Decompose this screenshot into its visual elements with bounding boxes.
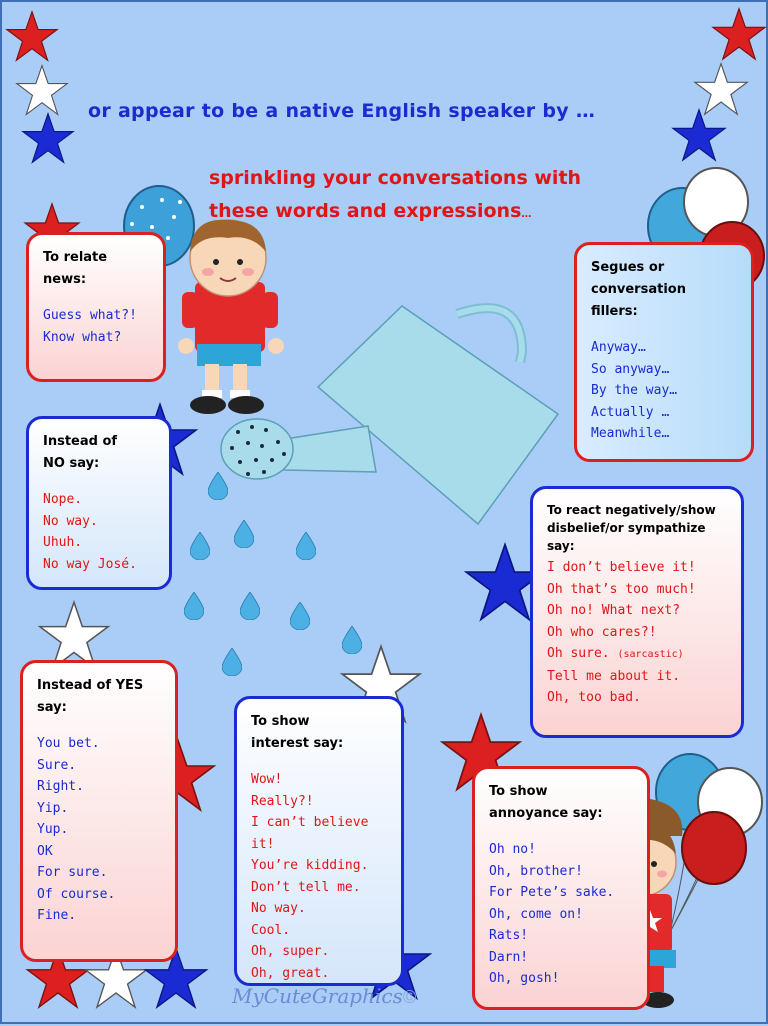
relate-news-box	[26, 232, 166, 382]
annoyance-title-1: To show	[489, 784, 548, 799]
list-item: Oh who cares?!	[547, 624, 657, 640]
raindrop-icon	[296, 532, 316, 560]
sarcastic-note: (sarcastic)	[617, 649, 684, 660]
raindrop-icon	[222, 648, 242, 676]
list-item	[547, 643, 727, 666]
star-icon	[40, 602, 108, 668]
mycutegraphics-logo	[232, 984, 416, 1008]
list-item: Nope.	[43, 492, 83, 507]
react-title-3: say:	[547, 539, 575, 553]
star-icon	[17, 66, 67, 115]
show-interest-title-2: interest say:	[251, 736, 344, 751]
list-item: Really?!	[251, 793, 314, 809]
star-icon	[713, 9, 765, 59]
list-item: Oh, super.	[251, 944, 330, 959]
list-item: OK	[37, 843, 53, 859]
show-annoyance-box	[472, 766, 650, 1010]
list-item: Guess what?!	[43, 308, 137, 323]
subheadline-line-1: sprinkling your conversations with	[209, 167, 582, 189]
instead-no-list	[43, 489, 155, 575]
subheadline-line-2-text: these words and expressions	[209, 200, 522, 222]
react-list	[547, 557, 727, 709]
list-item: Oh, gosh!	[489, 971, 560, 986]
list-item: For Pete’s sake.	[489, 885, 615, 900]
list-item: Don’t tell me.	[251, 879, 361, 895]
list-item: Cool.	[251, 922, 291, 938]
list-item: Oh, brother!	[489, 863, 583, 879]
list-item: Anyway…	[591, 340, 646, 355]
raindrop-icon	[240, 592, 260, 620]
list-item: I don’t believe it!	[547, 560, 696, 575]
segues-title-1: Segues or	[591, 260, 665, 275]
list-item: Uhuh.	[43, 535, 83, 550]
subheadline	[209, 162, 629, 231]
star-icon	[23, 114, 73, 163]
list-item: Oh that’s too much!	[547, 581, 696, 597]
show-interest-title-1: To show	[251, 714, 310, 729]
show-interest-list	[251, 769, 387, 984]
instead-no-title-1: Instead of	[43, 434, 118, 449]
list-item: Actually …	[591, 404, 670, 420]
list-item: You bet.	[37, 736, 100, 751]
list-item: Wow!	[251, 772, 283, 787]
instead-no-title-2: NO say:	[43, 456, 100, 471]
subheadline-line-2	[209, 195, 629, 231]
list-item: Rats!	[489, 928, 529, 943]
list-item: Sure.	[37, 757, 77, 773]
list-item: Right.	[37, 779, 84, 794]
raindrop-icon	[234, 520, 254, 548]
raindrop-icon	[342, 626, 362, 654]
list-item-text: Oh sure.	[547, 646, 610, 661]
list-item: No way.	[43, 513, 98, 529]
segues-box	[574, 242, 754, 462]
list-item: By the way…	[591, 383, 678, 398]
raindrop-icon	[290, 602, 310, 630]
list-item: Oh no! What next?	[547, 603, 681, 618]
watering-can-icon	[221, 306, 558, 524]
react-title-1: To react negatively/show	[547, 503, 716, 517]
list-item: Tell me about it.	[547, 668, 681, 684]
instead-yes-title-1: Instead of YES	[37, 678, 144, 693]
instead-yes-box	[20, 660, 178, 962]
react-title-2: disbelief/or sympathize	[547, 521, 706, 535]
list-item: Oh no!	[489, 842, 536, 857]
list-item: So anyway…	[591, 361, 670, 377]
boy-icon	[178, 220, 284, 414]
relate-news-list	[43, 305, 149, 348]
annoyance-list	[489, 839, 633, 990]
list-item: Meanwhile…	[591, 426, 670, 441]
segues-list	[591, 337, 737, 445]
list-item: Fine.	[37, 908, 77, 923]
list-item: You’re kidding.	[251, 858, 369, 873]
react-negatively-box	[530, 486, 744, 738]
relate-news-title-2: news:	[43, 272, 87, 287]
raindrop-icon	[184, 592, 204, 620]
list-item: Know what?	[43, 329, 122, 345]
list-item: Oh, come on!	[489, 906, 583, 922]
show-interest-box	[234, 696, 404, 986]
list-item: No way José.	[43, 556, 137, 572]
list-item: No way.	[251, 901, 306, 916]
list-item: Yip.	[37, 800, 69, 816]
instead-no-box	[26, 416, 172, 590]
logo-copyright: ©	[402, 987, 417, 1007]
list-item: For sure.	[37, 865, 108, 880]
list-item: Of course.	[37, 886, 116, 902]
logo-text: MyCuteGraphics	[232, 984, 403, 1008]
list-item: Yup.	[37, 822, 69, 837]
star-icon	[7, 12, 57, 61]
instead-yes-list	[37, 733, 161, 927]
relate-news-title-1: To relate	[43, 250, 108, 265]
list-item: Oh, too bad.	[547, 690, 641, 705]
headline: or appear to be a native English speaker by …	[88, 100, 596, 122]
instead-yes-title-2: say:	[37, 700, 67, 715]
annoyance-title-2: annoyance say:	[489, 806, 603, 821]
segues-title-2: conversation	[591, 282, 686, 297]
raindrop-icon	[190, 532, 210, 560]
subheadline-suffix: …	[521, 209, 532, 220]
list-item: I can’t believe it!	[251, 815, 369, 852]
raindrop-icon	[208, 472, 228, 500]
list-item: Darn!	[489, 949, 529, 965]
list-item: Oh, great.	[251, 965, 330, 981]
segues-title-3: fillers:	[591, 304, 638, 319]
